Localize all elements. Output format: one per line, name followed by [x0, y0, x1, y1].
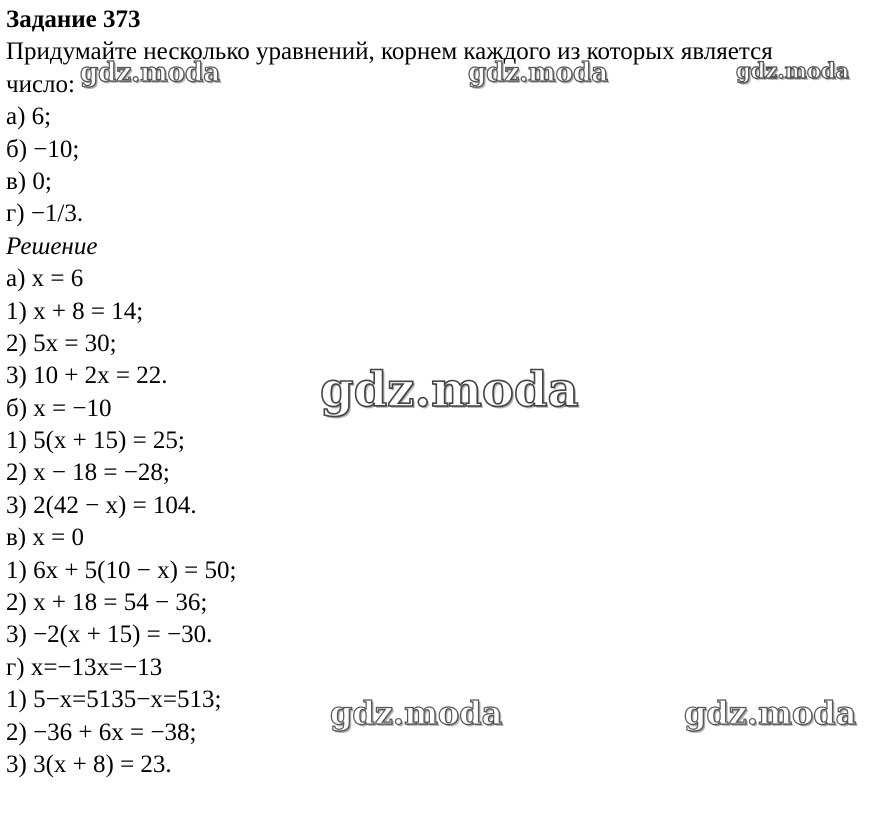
task-option-a: а) 6;: [6, 103, 52, 131]
watermark: gdz.moda: [736, 58, 850, 83]
solution-line: 3) 3(x + 8) = 23.: [6, 750, 172, 778]
watermark: gdz.moda: [80, 58, 221, 88]
task-prompt-line-2: число:: [6, 70, 75, 98]
task-option-b: б) −10;: [6, 135, 80, 163]
solution-line: 3) −2(x + 15) = −30.: [6, 621, 213, 649]
solution-line: 1) x + 8 = 14;: [6, 297, 144, 325]
solution-line: б) x = −10: [6, 394, 112, 422]
solution-line: 2) x − 18 = −28;: [6, 459, 170, 487]
solution-line: г) x=−13x=−13: [6, 653, 163, 681]
solution-line: 1) 6x + 5(10 − x) = 50;: [6, 556, 237, 584]
solution-line: в) x = 0: [6, 524, 84, 552]
solution-line: 3) 2(42 − x) = 104.: [6, 491, 197, 519]
solution-line: 3) 10 + 2x = 22.: [6, 362, 168, 390]
watermark: gdz.moda: [468, 58, 609, 88]
solution-heading: Решение: [6, 232, 98, 260]
watermark: gdz.moda: [330, 694, 503, 732]
document: [6, 4, 885, 781]
solution-line: 1) 5−x=5135−x=513;: [6, 686, 222, 714]
task-prompt-line-1: Придумайте несколько уравнений, корнем каждого из которых является: [6, 38, 773, 66]
solution-line: 2) −36 + 6x = −38;: [6, 718, 197, 746]
task-option-c: в) 0;: [6, 167, 52, 195]
watermark: gdz.moda: [320, 362, 579, 418]
solution-line: 2) 5x = 30;: [6, 329, 117, 357]
solution-line: а) x = 6: [6, 265, 84, 293]
task-option-d: г) −1/3.: [6, 200, 84, 228]
solution-line: 2) x + 18 = 54 − 36;: [6, 589, 208, 617]
watermark: gdz.moda: [684, 694, 857, 732]
task-title: Задание 373: [6, 6, 141, 33]
solution-line: 1) 5(x + 15) = 25;: [6, 427, 185, 455]
